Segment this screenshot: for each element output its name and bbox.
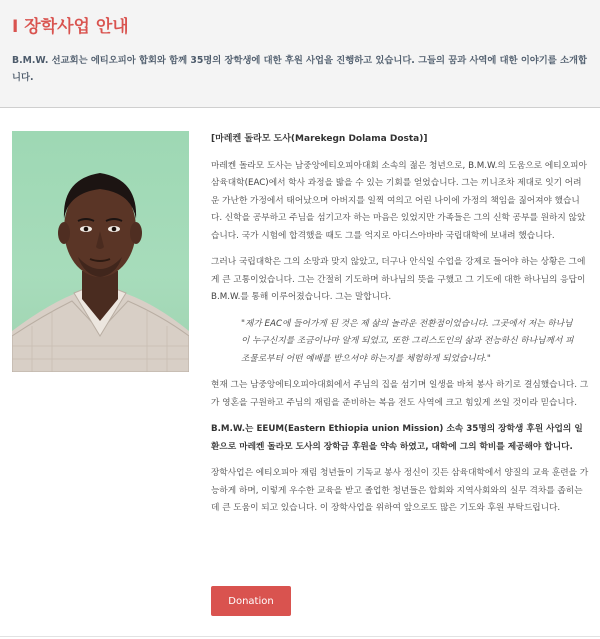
testimony-quote: "제가 EAC에 들어가게 된 것은 제 삶의 놀라운 전환점이었습니다. 그곳에서 저는 하나님이 누구신지를 조금이나마 알게 되었고, 또한 그리스도인의 삶과 전능하신 하나님께서 피조물로부터 어떤 예배를 받으셔야 하는지를 체험하게 되었습니다.": [241, 318, 574, 364]
story-paragraph-1: 마레켄 돌라모 도사는 남중앙에티오피아대회 소속의 젊은 청년으로, B.M.W.의 도움으로 에티오피아 삼육대학(EAC)에서 학사 과정을 밟을 수 있는 기회를 얻었습니다. 그는 끼니조차 제대로 잇기 어려운 가난한 가정에서 태어났으며 아버지를 일찍 여의고 어린 나이에 가정의 책임을 짊어져야 했습니다. 신학을 공부하고 주님을 섬기고자 하는 마음은 있었지만 가족들은 그의 신학 공부를 원하지 않았습니다. 국가 시험에 합격했을 때도 그를 억지로 아디스아바바 국립대학에 보내려 했습니다.: [211, 160, 587, 241]
sponsorship-statement: B.M.W.는 EEUM(Eastern Ethiopia union Mission) 소속 35명의 장학생 후원 사업의 일환으로 마레켄 돌라모 도사의 장학금 후원을 약속 하였고, 대학에 그의 학비를 제공해야 합니다.: [211, 424, 583, 452]
page-description: B.M.W. 선교회는 에티오피아 합회와 함께 35명의 장학생에 대한 후원 사업을 진행하고 있습니다. 그들의 꿈과 사역에 대한 이야기를 소개합니다.: [12, 55, 587, 83]
scholar-name: [마레켄 돌라모 도사(Marekegn Dolama Dosta)]: [211, 134, 428, 144]
page-title: I 장학사업 안내: [12, 17, 129, 37]
story-paragraph-5: 장학사업은 에티오피아 재림 청년들이 기독교 봉사 정신이 깃든 삼육대학에서 양질의 교육 훈련을 가능하게 하며, 이렇게 우수한 교육을 받고 졸업한 청년들은 합회와 지역사회와의 실무 격차를 좁히는 데 큰 도움이 되고 있습니다. 이 장학사업을 위하여 앞으로도 많은 기도와 후원 부탁드립니다.: [211, 468, 589, 513]
page-header: [0, 0, 600, 108]
story-paragraph-2: 그러나 국립대학은 그의 소망과 맞지 않았고, 더구나 안식일 수업을 강제로 들어야 하는 상황은 그에게 큰 고통이었습니다. 그는 간절히 기도하며 하나님의 뜻을 구했고 그 기도에 대한 하나님의 응답이 B.M.W.를 통해 이루어졌습니다. 그는 말합니다.: [211, 257, 586, 302]
scholar-story: [211, 131, 589, 527]
portrait-illustration: [12, 131, 189, 372]
donation-button[interactable]: Donation: [211, 586, 291, 616]
scholar-photo: [12, 131, 189, 372]
story-paragraph-3: 현재 그는 남중앙에티오피아대회에서 주님의 집을 섬기며 일생을 바쳐 봉사 하기로 결심했습니다. 그가 영혼을 구원하고 주님의 재림을 준비하는 복음 전도 사역에 크고 힘있게 쓰일 것이라 믿습니다.: [211, 380, 589, 408]
bottom-divider: [0, 636, 600, 637]
